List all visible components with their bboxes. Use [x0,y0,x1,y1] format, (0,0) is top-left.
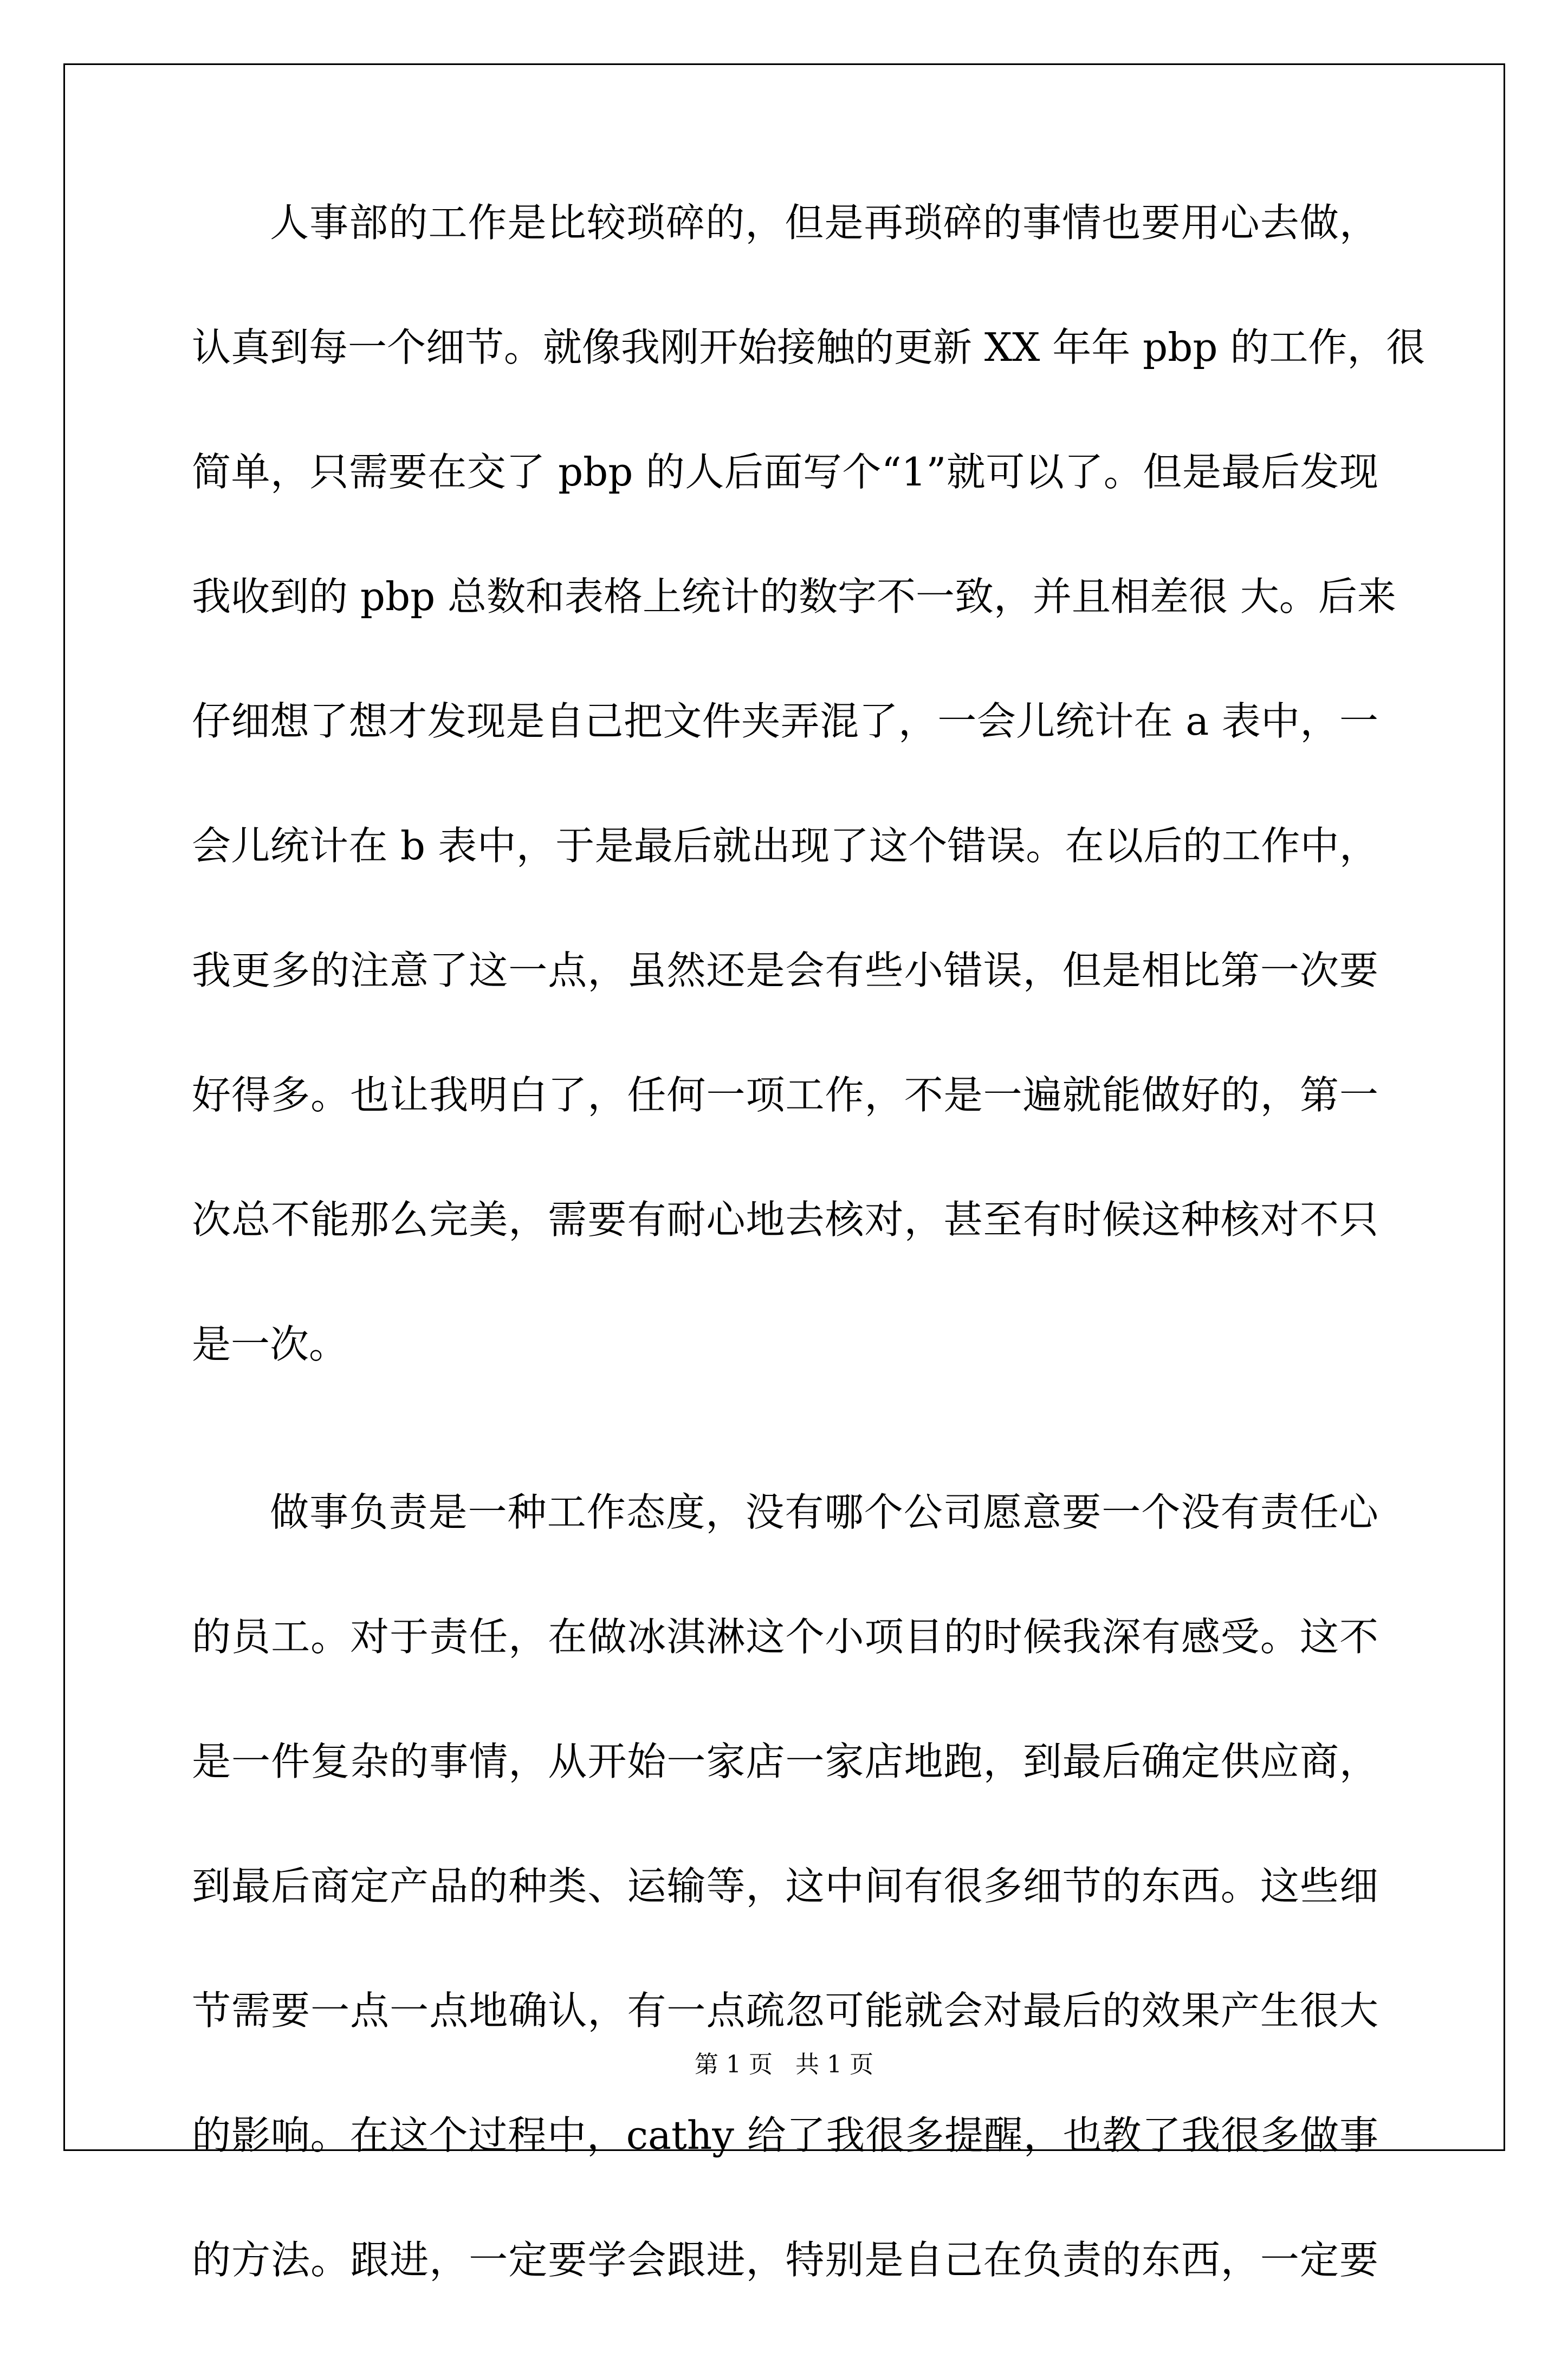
text-line: 的方法。跟进，一定要学会跟进，特别是自己在负责的东西，一定要 [192,2237,1378,2283]
text-line: 人事部的工作是比较琐碎的，但是再琐碎的事情也要用心去做， [270,200,1378,245]
paragraph-2 [192,1489,1378,2283]
text-line: 我更多的注意了这一点，虽然还是会有些小错误，但是相比第一次要 [192,948,1378,993]
text-line: 做事负责是一种工作态度，没有哪个公司愿意要一个没有责任心 [270,1489,1378,1535]
paragraph-gap [192,1449,1378,1493]
text-line: 次总不能那么完美，需要有耐心地去核对，甚至有时候这种核对不只 [192,1197,1378,1242]
text-line: 是一次。 [192,1321,348,1367]
text-line: 好得多。也让我明白了，任何一项工作，不是一遍就能做好的，第一 [192,1072,1378,1118]
text-line: 的影响。在这个过程中，cathy 给了我很多提醒，也教了我很多做事 [192,2113,1378,2158]
text-line: 节需要一点一点地确认，有一点疏忽可能就会对最后的效果产生很大 [192,1988,1378,2033]
text-line: 的员工。对于责任，在做冰淇淋这个小项目的时候我深有感受。这不 [192,1614,1378,1660]
text-line: 是一件复杂的事情，从开始一家店一家店地跑，到最后确定供应商， [192,1739,1378,1784]
text-line: 仔细想了想才发现是自己把文件夹弄混了，一会儿统计在 a 表中，一 [192,698,1378,744]
page-footer: 第 1 页 共 1 页 [695,2051,873,2078]
text-line: 认真到每一个细节。就像我刚开始接触的更新 XX 年年 pbp 的工作，很 [192,325,1426,370]
text-line: 简单，只需要在交了 pbp 的人后面写个“1”就可以了。但是最后发现 [192,449,1378,495]
text-line: 会儿统计在 b 表中，于是最后就出现了这个错误。在以后的工作中， [192,823,1378,869]
text-line: 我收到的 pbp 总数和表格上统计的数字不一致，并且相差很 大。后来 [192,574,1396,619]
text-line: 到最后商定产品的种类、运输等，这中间有很多细节的东西。这些细 [192,1863,1378,1909]
paragraph-1 [192,200,1426,1367]
document-body [192,200,1426,2365]
